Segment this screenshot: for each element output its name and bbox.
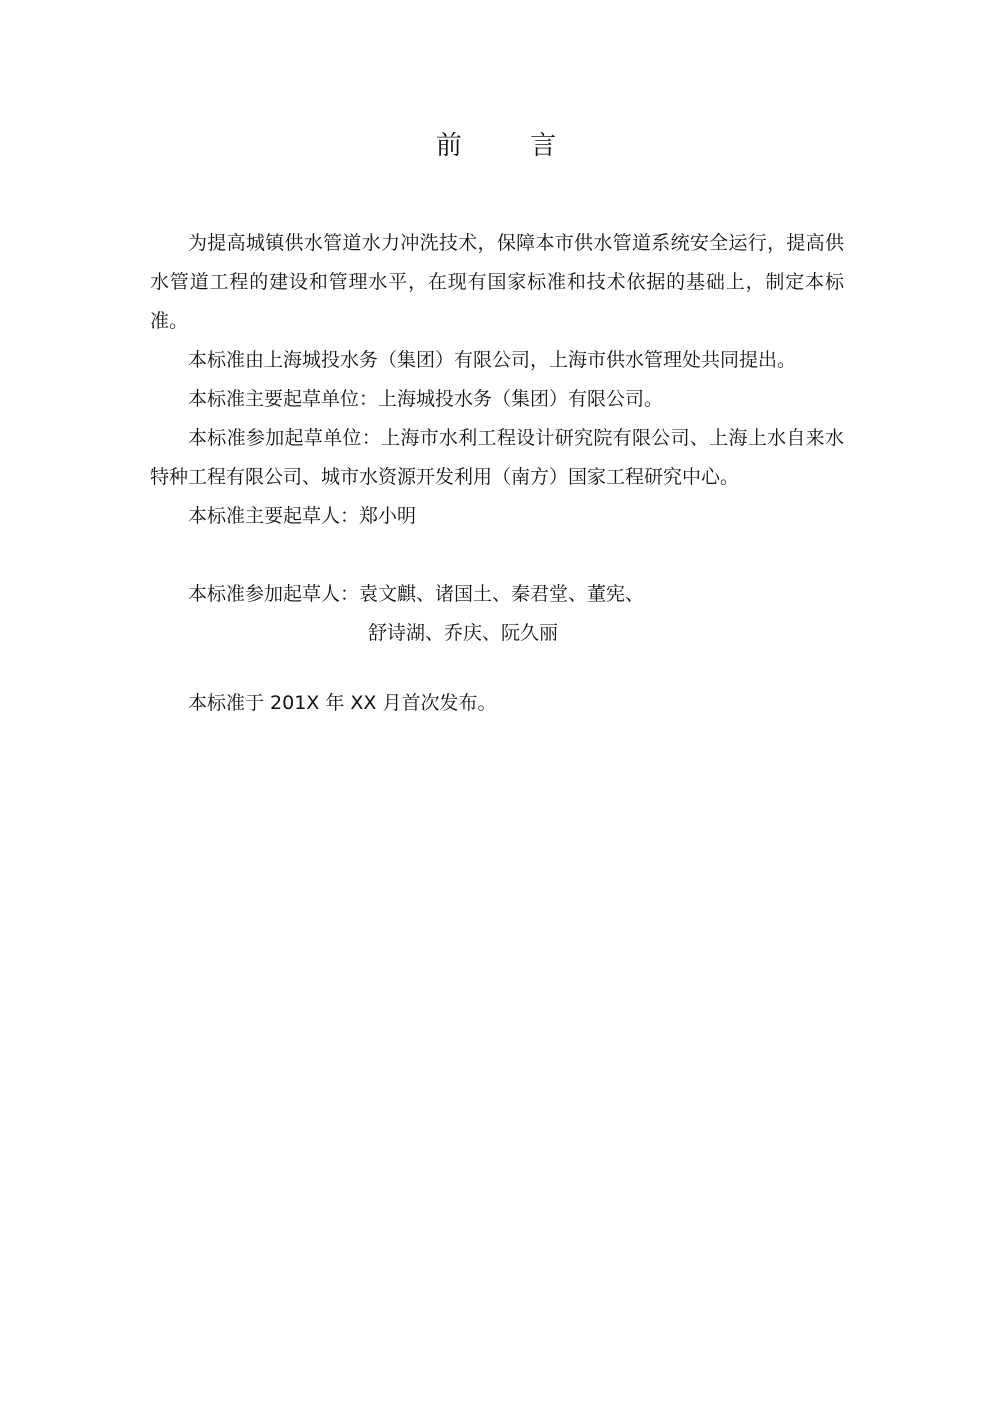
paragraph-release-date: 本标准于 201X 年 XX 月首次发布。 xyxy=(188,692,497,714)
paragraph-main-drafting-unit: 本标准主要起草单位：上海城投水务（集团）有限公司。 xyxy=(188,388,664,410)
paragraph-participating-drafters: 本标准参加起草人：袁文麒、诸国土、秦君堂、董宪、 xyxy=(188,583,645,605)
paragraph-main-drafter: 本标准主要起草人：郑小明 xyxy=(188,505,417,527)
spacer xyxy=(150,653,844,684)
spacer xyxy=(150,536,844,575)
paragraph-purpose: 为提高城镇供水管道水力冲洗技术，保障本市供水管道系统安全运行，提高供水管道工程的建设和管理水平，在现有国家标准和技术依据的基础上，制定本标准。 xyxy=(150,232,844,332)
foreword-body xyxy=(150,224,844,723)
paragraph-proposer: 本标准由上海城投水务（集团）有限公司，上海市供水管理处共同提出。 xyxy=(188,349,797,371)
paragraph-participating-drafters-continued: 舒诗湖、乔庆、阮久丽 xyxy=(368,622,559,644)
page-title: 前 言 xyxy=(435,131,587,161)
paragraph-participating-units: 本标准参加起草单位：上海市水利工程设计研究院有限公司、上海上水自来水特种工程有限公司、城市水资源开发利用（南方）国家工程研究中心。 xyxy=(150,427,844,488)
